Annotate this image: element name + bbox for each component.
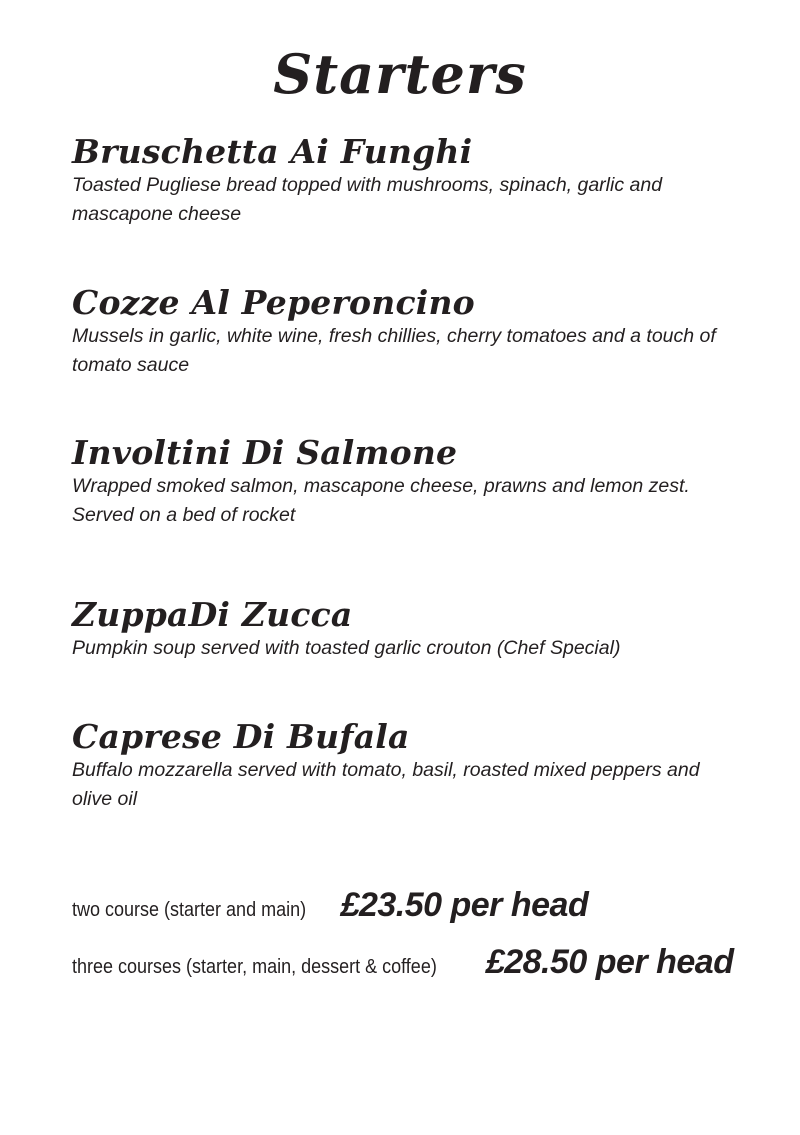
menu-item-bruschetta (72, 133, 722, 228)
menu-item-involtini (72, 434, 722, 529)
item-description: Pumpkin soup served with toasted garlic crouton (Chef Special) (72, 637, 621, 659)
price-two-course (72, 886, 588, 925)
price-three-course (72, 943, 733, 982)
price-label: two course (starter and main) (72, 899, 307, 921)
item-description: Wrapped smoked salmon, mascapone cheese, prawns and lemon zest. Served on a bed of rocket (72, 475, 690, 526)
item-description: Toasted Pugliese bread topped with mushrooms, spinach, garlic and mascapone cheese (72, 174, 663, 225)
item-description: Mussels in garlic, white wine, fresh chillies, cherry tomatoes and a touch of tomato sauce (72, 325, 716, 376)
page-title: Starters (273, 42, 527, 106)
menu-item-cozze (72, 284, 722, 379)
item-name: Involtini Di Salmone (72, 433, 458, 472)
menu-item-zuppa (72, 596, 722, 663)
item-name: ZuppaDi Zucca (72, 595, 353, 634)
price-amount: £28.50 per head (485, 943, 734, 981)
menu-item-caprese (72, 718, 722, 813)
item-name: Caprese Di Bufala (72, 717, 410, 756)
item-name: Cozze Al Peperoncino (72, 283, 475, 322)
item-name: Bruschetta Ai Funghi (72, 132, 473, 171)
price-amount: £23.50 per head (340, 886, 589, 924)
item-description: Buffalo mozzarella served with tomato, basil, roasted mixed peppers and olive oil (72, 759, 700, 810)
price-label: three courses (starter, main, dessert & coffee) (72, 956, 437, 978)
